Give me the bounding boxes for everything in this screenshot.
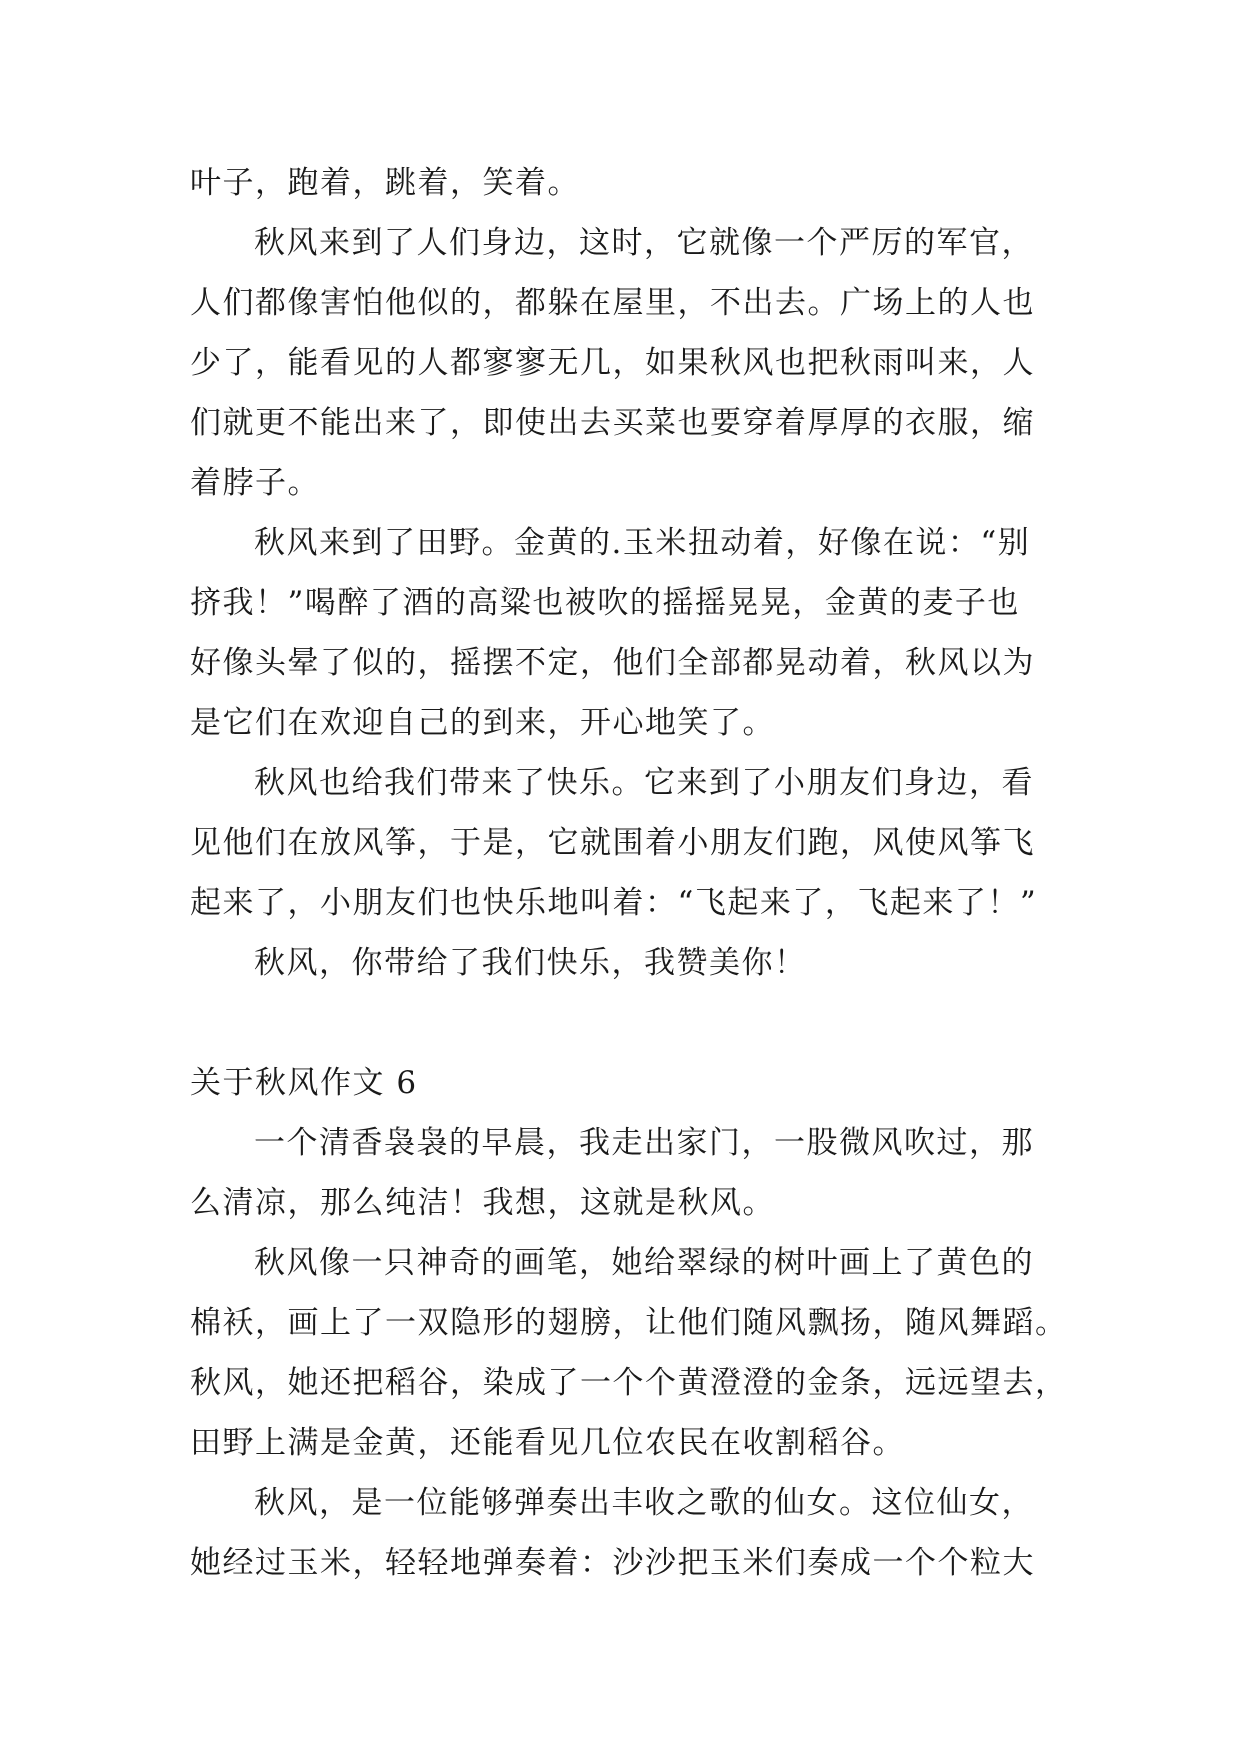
paragraph-start: 秋风像一只神奇的画笔，她给翠绿的树叶画上了黄色的 bbox=[254, 1245, 1034, 1281]
paragraph-start: 秋风，是一位能够弹奏出丰收之歌的仙女。这位仙女， bbox=[254, 1485, 1034, 1521]
text-line: 好像头晕了似的，摇摆不定，他们全部都晃动着，秋风以为 bbox=[190, 645, 1035, 681]
text-line: 人们都像害怕他似的，都躲在屋里，不出去。广场上的人也 bbox=[190, 285, 1035, 321]
section-spacer bbox=[190, 993, 1050, 1053]
text-line: 着脖子。 bbox=[190, 465, 320, 501]
paragraph-start: 秋风来到了田野。金黄的.玉米扭动着，好像在说：“别 bbox=[254, 525, 1031, 561]
text-line: 田野上满是金黄，还能看见几位农民在收割稻谷。 bbox=[190, 1425, 905, 1461]
text-line: 少了，能看见的人都寥寥无几，如果秋风也把秋雨叫来，人 bbox=[190, 345, 1035, 381]
text-line: 叶子，跑着，跳着，笑着。 bbox=[190, 165, 580, 201]
text-line: 起来了，小朋友们也快乐地叫着：“飞起来了，飞起来了！” bbox=[190, 885, 1038, 921]
paragraph-start: 秋风来到了人们身边，这时，它就像一个严厉的军官， bbox=[254, 225, 1034, 261]
text-line: 们就更不能出来了，即使出去买菜也要穿着厚厚的衣服，缩 bbox=[190, 405, 1035, 441]
text-line: 是它们在欢迎自己的到来，开心地笑了。 bbox=[190, 705, 775, 741]
text-line: 秋风，她还把稻谷，染成了一个个黄澄澄的金条，远远望去， bbox=[190, 1365, 1068, 1401]
text-line: 挤我！”喝醉了酒的高粱也被吹的摇摇晃晃，金黄的麦子也 bbox=[190, 585, 1020, 621]
text-line: 么清凉，那么纯洁！我想，这就是秋风。 bbox=[190, 1185, 775, 1221]
text-line: 棉袄，画上了一双隐形的翅膀，让他们随风飘扬，随风舞蹈。 bbox=[190, 1305, 1068, 1341]
text-line: 见他们在放风筝，于是，它就围着小朋友们跑，风使风筝飞 bbox=[190, 825, 1035, 861]
document-body bbox=[190, 153, 1068, 1593]
text-line: 她经过玉米，轻轻地弹奏着：沙沙把玉米们奏成一个个粒大 bbox=[190, 1545, 1035, 1581]
paragraph-start: 秋风也给我们带来了快乐。它来到了小朋友们身边，看 bbox=[254, 765, 1034, 801]
section-title: 关于秋风作文 6 bbox=[190, 1065, 418, 1101]
paragraph-start: 一个清香袅袅的早晨，我走出家门，一股微风吹过，那 bbox=[254, 1125, 1034, 1161]
paragraph-start: 秋风，你带给了我们快乐，我赞美你！ bbox=[254, 945, 807, 981]
